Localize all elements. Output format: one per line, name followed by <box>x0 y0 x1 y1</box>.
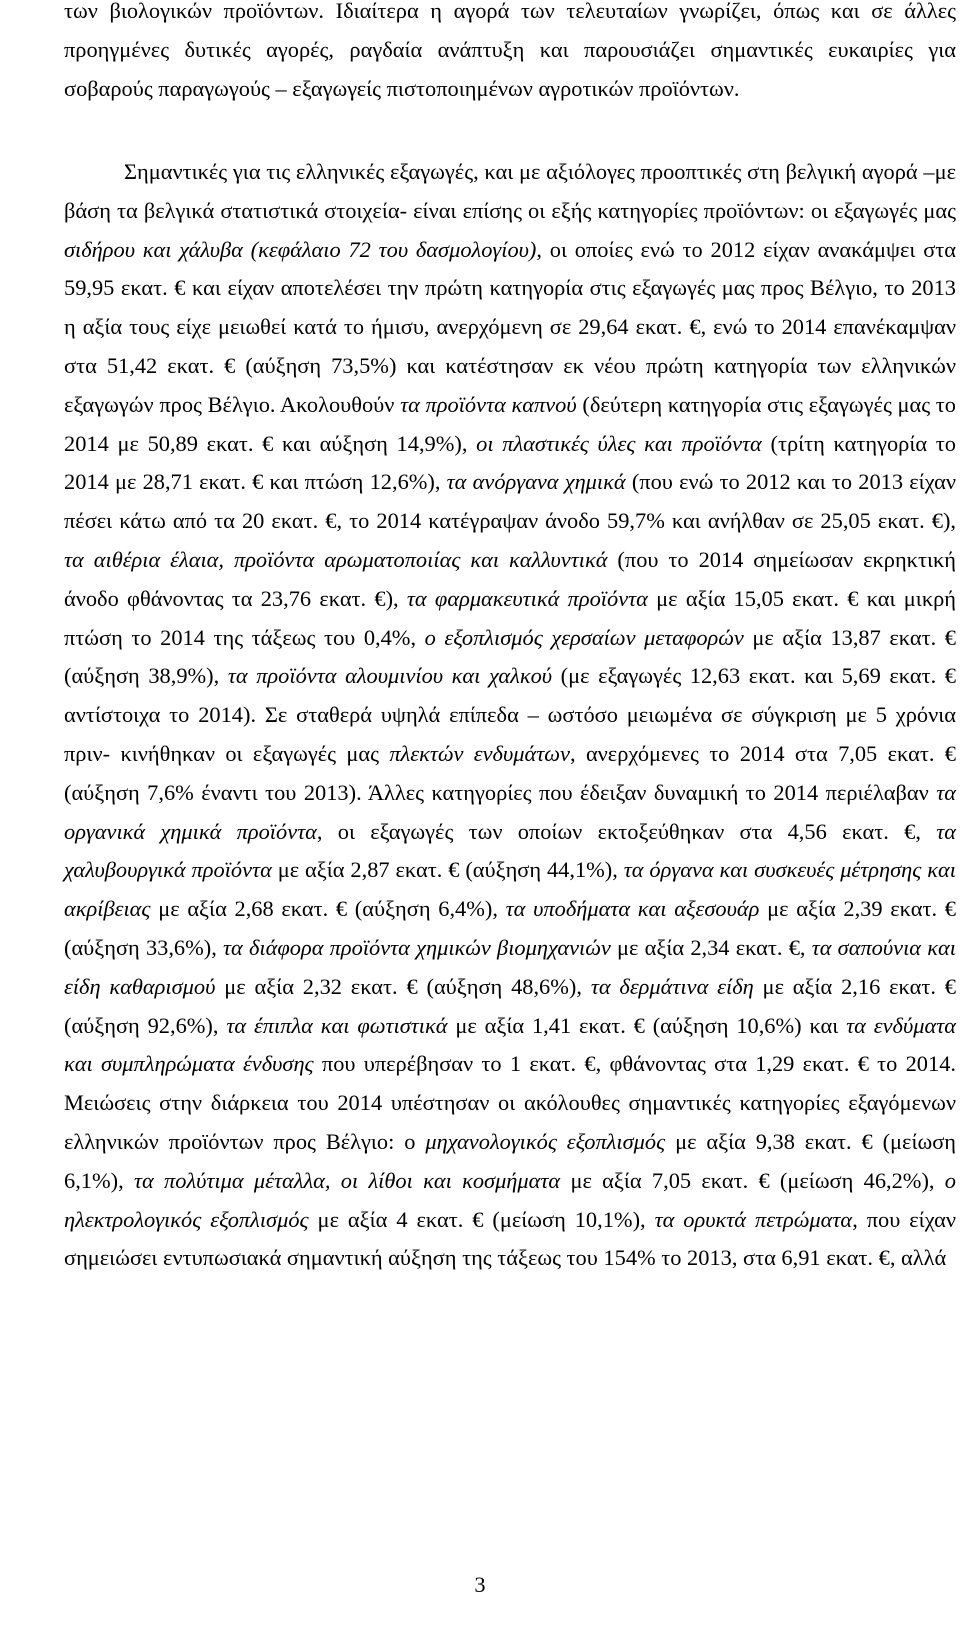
italic-product-category: τα προϊόντα αλουμινίου και χαλκού <box>227 663 553 689</box>
italic-product-category: τα έπιπλα και φωτιστικά <box>226 1012 448 1038</box>
italic-product-category: τα ενδύματα και συμπληρώματα ένδυσης <box>64 1012 956 1077</box>
paragraph-continuation: των βιολογικών προϊόντων. Ιδιαίτερα η αγορά των τελευταίων γνωρίζει, όπως και σε άλλες προηγμένες δυτικές αγορές, ραγδαία ανάπτυξη και παρουσιάζει σημαντικές ευκαιρίες για σοβαρούς παραγωγούς – εξαγωγείς πιστοποιημένων αγροτικών προϊόντων. <box>64 0 956 101</box>
italic-product-category: τα ορυκτά πετρώματα <box>654 1206 853 1232</box>
text-run: (που το 2014 σημείωσαν εκρηκτική άνοδο φθάνοντας τα 23,76 εκατ. €), <box>64 546 956 611</box>
paragraph-exports <box>64 153 956 1278</box>
text-run: (δεύτερη κατηγορία στις εξαγωγές μας το 2014 με 50,89 εκατ. € και αύξηση 14,9%), <box>64 391 956 456</box>
italic-product-category: τα οργανικά χημικά προϊόντα <box>64 779 956 844</box>
italic-product-category: τα πολύτιμα μέταλλα, οι λίθοι και κοσμήματα <box>133 1167 561 1193</box>
italic-product-category: πλεκτών ενδυμάτων <box>389 740 570 766</box>
text-run: (τρίτη κατηγορία το 2014 με 28,71 εκατ. € και πτώση 12,6%), <box>64 430 956 495</box>
text-run: με αξία 1,41 εκατ. € (αύξηση 10,6%) και <box>447 1012 847 1038</box>
text-run: με αξία 2,34 εκατ. €, <box>610 934 812 960</box>
italic-product-category: τα διάφορα προϊόντα χημικών βιομηχανιών <box>223 934 611 960</box>
text-run: , οι εξαγωγές των οποίων εκτοξεύθηκαν στα 4,56 εκατ. €, <box>316 818 937 844</box>
text-run: με αξία 2,39 εκατ. € (αύξηση 33,6%), <box>64 896 956 960</box>
text-run: με αξία 2,16 εκατ. € (αύξηση 92,6%), <box>64 973 956 1038</box>
italic-product-category: τα σαπούνια και είδη καθαρισμού <box>64 934 956 999</box>
italic-product-category: τα αιθέρια έλαια, προϊόντα αρωματοποιίας και καλλυντικά <box>64 546 608 572</box>
italic-product-category: μηχανολογικός εξοπλισμός <box>425 1128 666 1154</box>
text-run: με αξία 13,87 εκατ. € (αύξηση 38,9%), <box>64 624 956 689</box>
text-run: , οι οποίες ενώ το 2012 είχαν ανακάμψει στα 59,95 εκατ. € και είχαν αποτελέσει την πρώτη κατηγορία στις εξαγωγές μας προς Βέλγιο, το 2013 η αξία τους είχε μειωθεί κατά το ήμισυ, ανερχόμενη σε 29,64 εκατ. €, ενώ το 2014 επανέκαμψαν στα 51,42 εκατ. € (αύξηση 73,5%) και κατέστησαν εκ νέου πρώτη κατηγορία των ελληνικών εξαγωγών προς Βέλγιο. Ακολουθούν <box>64 236 956 417</box>
italic-product-category: τα προϊόντα καπνού <box>400 391 577 417</box>
italic-product-category: τα όργανα και συσκευές μέτρησης και ακρίβειας <box>64 857 956 922</box>
text-run: με αξία 4 εκατ. € (μείωση 10,1%), <box>308 1206 655 1232</box>
italic-product-category: τα ανόργανα χημικά <box>446 469 626 495</box>
italic-product-category: σιδήρου και χάλυβα (κεφάλαιο 72 του δασμολογίου) <box>64 236 537 262</box>
italic-product-category: τα δερμάτινα είδη <box>590 973 754 999</box>
page-number: 3 <box>474 1572 486 1597</box>
italic-product-category: ο ηλεκτρολογικός εξοπλισμός <box>64 1167 956 1232</box>
text-run: με αξία 7,05 εκατ. € (μείωση 46,2%), <box>560 1167 945 1193</box>
italic-product-category: τα φαρμακευτικά προϊόντα <box>406 585 648 611</box>
italic-product-category: τα χαλυβουργικά προϊόντα <box>64 818 956 883</box>
italic-product-category: τα υποδήματα και αξεσουάρ <box>505 896 760 922</box>
italic-product-category: οι πλαστικές ύλες και προϊόντα <box>476 430 762 456</box>
text-run: , που είχαν σημειώσει εντυπωσιακά σημαντική αύξηση της τάξεως του 154% το 2013, στα 6,91 εκατ. €, αλλά <box>64 1206 956 1271</box>
text-run: Σημαντικές για τις ελληνικές εξαγωγές, και με αξιόλογες προοπτικές στη βελγική αγορά –με βάση τα βελγικά στατιστικά στοιχεία- είναι επίσης οι εξής κατηγορίες προϊόντων: οι εξαγωγές μας <box>64 159 956 223</box>
text-run: με αξία 2,87 εκατ. € (αύξηση 44,1%), <box>271 857 624 883</box>
text-run: , ανερχόμενες το 2014 στα 7,05 εκατ. € (αύξηση 7,6% έναντι του 2013). Άλλες κατηγορίες που έδειξαν δυναμική το 2014 περιέλαβαν <box>64 740 956 805</box>
text-run: με αξία 2,32 εκατ. € (αύξηση 48,6%), <box>215 973 591 999</box>
text-run: (με εξαγωγές 12,63 εκατ. και 5,69 εκατ. € αντίστοιχα το 2014). Σε σταθερά υψηλά επίπεδα – ωστόσο μειωμένα σε σύγκριση με 5 χρόνια πριν- κινήθηκαν οι εξαγωγές μας <box>64 663 956 766</box>
text-run: που υπερέβησαν το 1 εκατ. €, φθάνοντας στα 1,29 εκατ. € το 2014. Μειώσεις στην διάρκεια του 2014 υπέστησαν οι ακόλουθες σημαντικές κατηγορίες εξαγόμενων ελληνικών προϊόντων προς Βέλγιο: ο <box>64 1051 956 1154</box>
italic-product-category: ο εξοπλισμός χερσαίων μεταφορών <box>424 624 744 650</box>
text-run: (που ενώ το 2012 και το 2013 είχαν πέσει κάτω από τα 20 εκατ. €, το 2014 κατέγραψαν άνοδο 59,7% και ανήλθαν σε 25,05 εκατ. €), <box>64 469 956 534</box>
text-run: με αξία 9,38 εκατ. € (μείωση 6,1%), <box>64 1128 956 1193</box>
text-run: με αξία 15,05 εκατ. € και μικρή πτώση το 2014 της τάξεως του 0,4%, <box>64 585 956 650</box>
text-run: με αξία 2,68 εκατ. € (αύξηση 6,4%), <box>150 896 506 922</box>
